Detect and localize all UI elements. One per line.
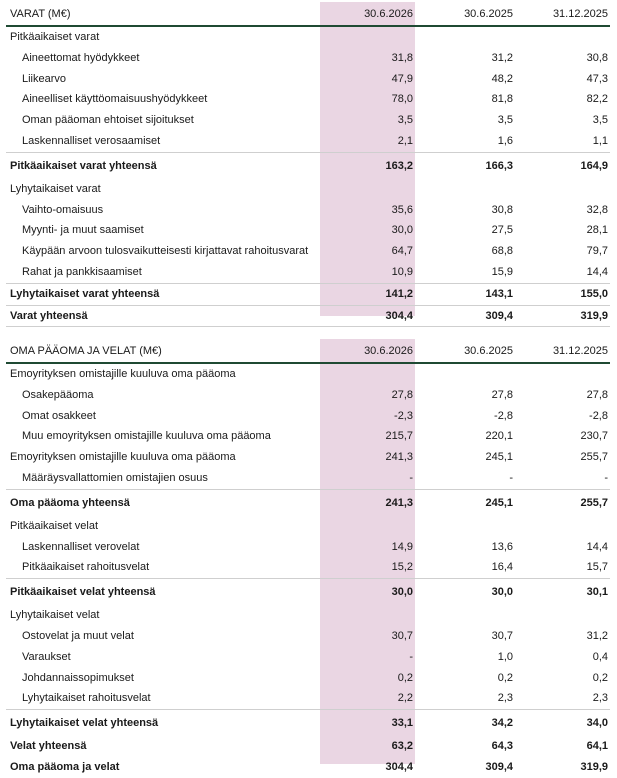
table-row bbox=[6, 447, 610, 468]
value-cell: 63,2 bbox=[391, 740, 413, 753]
column-header: 30.6.2025 bbox=[420, 3, 515, 26]
value-cell: 31,2 bbox=[586, 629, 608, 642]
value-cell bbox=[320, 179, 420, 200]
value-cell: 34,0 bbox=[515, 710, 610, 737]
table-header bbox=[6, 340, 610, 363]
table-header bbox=[6, 3, 610, 26]
value-cell: 81,8 bbox=[491, 93, 513, 106]
value-cell: 2,2 bbox=[397, 692, 413, 705]
value-cell: - bbox=[509, 471, 513, 484]
value-cell: 30,8 bbox=[491, 203, 513, 216]
table-row bbox=[6, 305, 610, 327]
value-cell: 2,3 bbox=[497, 692, 513, 705]
value-cell: 241,3 bbox=[320, 489, 420, 516]
value-cell: -2,3 bbox=[394, 409, 413, 422]
assets-table bbox=[6, 3, 610, 327]
table-row bbox=[6, 626, 610, 647]
column-header: 31.12.2025 bbox=[515, 340, 610, 363]
value-cell: - bbox=[409, 471, 413, 484]
value-cell: 78,0 bbox=[391, 93, 413, 106]
value-cell: 304,4 bbox=[385, 760, 413, 773]
row-label: Liikearvo bbox=[22, 72, 67, 85]
row-label: Emoyrityksen omistajille kuuluva oma pääoma bbox=[10, 451, 236, 464]
value-cell: 27,8 bbox=[491, 388, 513, 401]
row-label: Pitkäaikaiset velat bbox=[10, 519, 99, 532]
value-cell: -2,8 bbox=[589, 409, 608, 422]
row-label: Oma pääoma yhteensä bbox=[6, 489, 320, 516]
table-row bbox=[6, 200, 610, 221]
value-cell: 30,7 bbox=[391, 629, 413, 642]
value-cell: 245,1 bbox=[420, 489, 515, 516]
table-row bbox=[6, 152, 610, 179]
value-cell: 13,6 bbox=[491, 540, 513, 553]
value-cell: 155,0 bbox=[515, 283, 610, 305]
equity-liabilities-table bbox=[6, 340, 610, 778]
row-label: Pitkäaikaiset rahoitusvelat bbox=[22, 561, 150, 574]
column-header: 30.6.2026 bbox=[320, 340, 420, 363]
value-cell: 35,6 bbox=[391, 203, 413, 216]
table-row bbox=[6, 579, 610, 606]
value-cell: 31,2 bbox=[491, 51, 513, 64]
table-row bbox=[6, 757, 610, 778]
value-cell: 64,1 bbox=[586, 740, 608, 753]
value-cell: 14,4 bbox=[586, 265, 608, 278]
value-cell bbox=[420, 605, 515, 626]
row-label: Pitkäaikaiset varat bbox=[10, 31, 100, 43]
value-cell: 319,9 bbox=[515, 305, 610, 327]
value-cell: 0,2 bbox=[397, 671, 413, 684]
value-cell: 245,1 bbox=[485, 451, 513, 464]
table-row bbox=[6, 710, 610, 737]
value-cell: 163,2 bbox=[320, 152, 420, 179]
value-cell: 2,1 bbox=[397, 134, 413, 147]
row-label: Velat yhteensä bbox=[10, 740, 87, 753]
value-cell: 143,1 bbox=[420, 283, 515, 305]
value-cell: 79,7 bbox=[586, 245, 608, 258]
value-cell bbox=[320, 605, 420, 626]
value-cell: 16,4 bbox=[491, 561, 513, 574]
value-cell: 15,9 bbox=[491, 265, 513, 278]
row-label: Johdannaissopimukset bbox=[22, 671, 134, 684]
value-cell: 47,3 bbox=[586, 72, 608, 85]
row-label: Käypään arvoon tulosvaikutteisesti kirjattavat rahoitusvarat bbox=[22, 245, 309, 258]
table-row bbox=[6, 48, 610, 69]
value-cell bbox=[420, 516, 515, 537]
value-cell: 230,7 bbox=[580, 430, 608, 443]
value-cell: 30,8 bbox=[586, 51, 608, 64]
value-cell: - bbox=[604, 471, 608, 484]
value-cell: 30,1 bbox=[515, 579, 610, 606]
value-cell: 304,4 bbox=[320, 305, 420, 327]
value-cell bbox=[420, 26, 515, 48]
table-row bbox=[6, 220, 610, 241]
row-label: Osakepääoma bbox=[22, 388, 94, 401]
value-cell: 14,4 bbox=[586, 540, 608, 553]
value-cell bbox=[320, 363, 420, 385]
row-label: Vaihto-omaisuus bbox=[22, 203, 104, 216]
value-cell: 1,0 bbox=[497, 650, 513, 663]
value-cell: 68,8 bbox=[491, 245, 513, 258]
value-cell: 309,4 bbox=[420, 305, 515, 327]
value-cell: 3,5 bbox=[592, 114, 608, 127]
value-cell: 31,8 bbox=[391, 51, 413, 64]
table-row bbox=[6, 647, 610, 668]
value-cell bbox=[515, 516, 610, 537]
value-cell: 27,8 bbox=[391, 388, 413, 401]
value-cell: 0,4 bbox=[592, 650, 608, 663]
value-cell: 164,9 bbox=[515, 152, 610, 179]
row-label: Lyhytaikaiset velat yhteensä bbox=[6, 710, 320, 737]
value-cell: 309,4 bbox=[485, 760, 513, 773]
value-cell: 15,2 bbox=[391, 561, 413, 574]
value-cell: 30,0 bbox=[320, 579, 420, 606]
row-label: Pitkäaikaiset varat yhteensä bbox=[6, 152, 320, 179]
equity-title: OMA PÄÄOMA JA VELAT (M€) bbox=[6, 340, 320, 363]
column-header: 30.6.2025 bbox=[420, 340, 515, 363]
value-cell: 30,0 bbox=[420, 579, 515, 606]
value-cell: 33,1 bbox=[320, 710, 420, 737]
table-row bbox=[6, 468, 610, 489]
table-row bbox=[6, 516, 610, 537]
table-row bbox=[6, 557, 610, 578]
value-cell: 34,2 bbox=[420, 710, 515, 737]
row-label: Pitkäaikaiset velat yhteensä bbox=[6, 579, 320, 606]
value-cell bbox=[515, 605, 610, 626]
value-cell: 14,9 bbox=[391, 540, 413, 553]
assets-title: VARAT (M€) bbox=[6, 3, 320, 26]
value-cell: 27,8 bbox=[586, 388, 608, 401]
value-cell: 64,3 bbox=[491, 740, 513, 753]
value-cell: -2,8 bbox=[494, 409, 513, 422]
value-cell: 64,7 bbox=[391, 245, 413, 258]
value-cell: 82,2 bbox=[586, 93, 608, 106]
table-row bbox=[6, 688, 610, 709]
table-row bbox=[6, 406, 610, 427]
column-header: 31.12.2025 bbox=[515, 3, 610, 26]
row-label: Rahat ja pankkisaamiset bbox=[22, 265, 142, 278]
table-row bbox=[6, 537, 610, 558]
table-row bbox=[6, 241, 610, 262]
row-label: Lyhytaikaiset rahoitusvelat bbox=[22, 692, 151, 705]
row-label: Emoyrityksen omistajille kuuluva oma pääoma bbox=[10, 368, 236, 380]
value-cell: 319,9 bbox=[580, 760, 608, 773]
value-cell: 215,7 bbox=[385, 430, 413, 443]
row-label: Lyhytaikaiset varat yhteensä bbox=[6, 283, 320, 305]
value-cell bbox=[420, 179, 515, 200]
row-label: Laskennalliset verovelat bbox=[22, 540, 140, 553]
assets-rows bbox=[6, 26, 610, 327]
value-cell: 10,9 bbox=[391, 265, 413, 278]
value-cell: 15,7 bbox=[586, 561, 608, 574]
table-row bbox=[6, 262, 610, 283]
table-row bbox=[6, 131, 610, 152]
table-row bbox=[6, 605, 610, 626]
row-label: Varaukset bbox=[22, 650, 71, 663]
value-cell: 0,2 bbox=[497, 671, 513, 684]
value-cell: 1,1 bbox=[592, 134, 608, 147]
value-cell: 220,1 bbox=[485, 430, 513, 443]
row-label: Aineettomat hyödykkeet bbox=[22, 51, 140, 64]
value-cell bbox=[320, 26, 420, 48]
table-row bbox=[6, 426, 610, 447]
table-row bbox=[6, 385, 610, 406]
row-label: Laskennalliset verosaamiset bbox=[22, 134, 161, 147]
row-label: Ostovelat ja muut velat bbox=[22, 629, 134, 642]
value-cell: 3,5 bbox=[397, 114, 413, 127]
value-cell: 255,7 bbox=[580, 451, 608, 464]
value-cell: 3,5 bbox=[497, 114, 513, 127]
row-label: Määräysvallattomien omistajien osuus bbox=[22, 471, 208, 484]
value-cell bbox=[515, 179, 610, 200]
row-label: Oma pääoma ja velat bbox=[10, 760, 120, 773]
row-label: Aineelliset käyttöomaisuushyödykkeet bbox=[22, 93, 208, 106]
value-cell: 28,1 bbox=[586, 224, 608, 237]
table-row bbox=[6, 283, 610, 305]
table-row bbox=[6, 26, 610, 48]
table-row bbox=[6, 363, 610, 385]
equity-rows bbox=[6, 363, 610, 778]
row-label: Lyhytaikaiset varat bbox=[10, 182, 101, 195]
value-cell bbox=[515, 363, 610, 385]
table-row bbox=[6, 668, 610, 689]
value-cell: 241,3 bbox=[385, 451, 413, 464]
row-label: Lyhytaikaiset velat bbox=[10, 609, 100, 622]
value-cell bbox=[420, 363, 515, 385]
value-cell: 32,8 bbox=[586, 203, 608, 216]
value-cell: 1,6 bbox=[497, 134, 513, 147]
column-header: 30.6.2026 bbox=[320, 3, 420, 26]
value-cell: 141,2 bbox=[320, 283, 420, 305]
row-label: Varat yhteensä bbox=[6, 305, 320, 327]
row-label: Oman pääoman ehtoiset sijoitukset bbox=[22, 114, 194, 127]
table-row bbox=[6, 179, 610, 200]
row-label: Muu emoyrityksen omistajille kuuluva oma pääoma bbox=[22, 430, 271, 443]
value-cell: 30,7 bbox=[491, 629, 513, 642]
row-label: Myynti- ja muut saamiset bbox=[22, 224, 144, 237]
table-row bbox=[6, 489, 610, 516]
table-row bbox=[6, 110, 610, 131]
table-row bbox=[6, 89, 610, 110]
table-row bbox=[6, 736, 610, 757]
value-cell: 27,5 bbox=[491, 224, 513, 237]
value-cell: 2,3 bbox=[592, 692, 608, 705]
value-cell: 47,9 bbox=[391, 72, 413, 85]
value-cell: 48,2 bbox=[491, 72, 513, 85]
value-cell: 30,0 bbox=[391, 224, 413, 237]
value-cell: 166,3 bbox=[420, 152, 515, 179]
value-cell bbox=[320, 516, 420, 537]
value-cell: - bbox=[409, 650, 413, 663]
table-row bbox=[6, 69, 610, 90]
value-cell: 255,7 bbox=[515, 489, 610, 516]
row-label: Omat osakkeet bbox=[22, 409, 96, 422]
value-cell: 0,2 bbox=[592, 671, 608, 684]
value-cell bbox=[515, 26, 610, 48]
